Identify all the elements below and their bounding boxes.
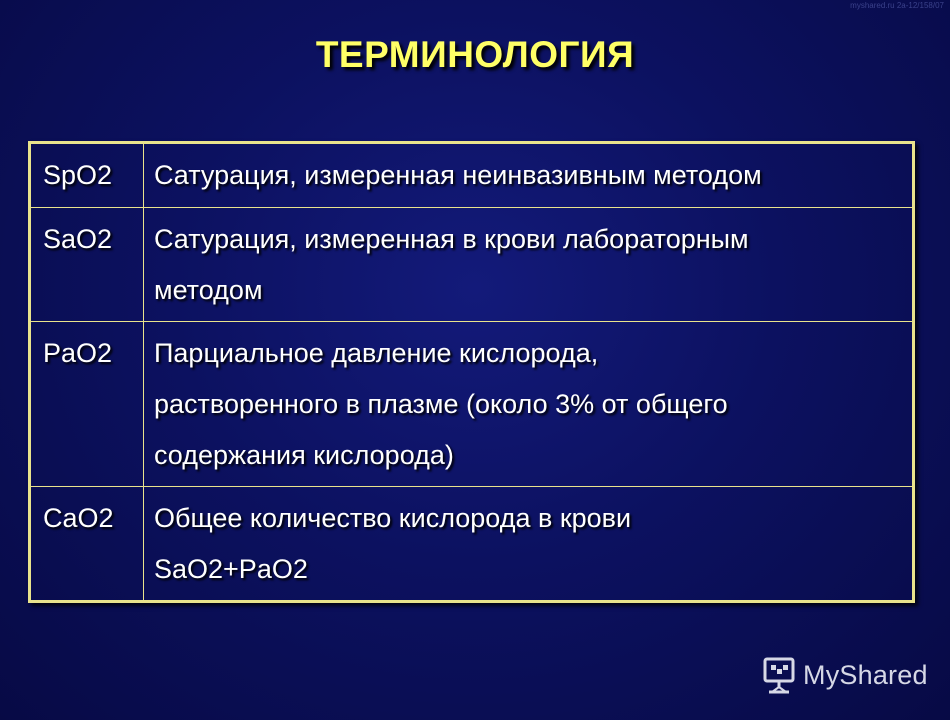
definition-cell — [144, 322, 914, 487]
myshared-logo — [763, 656, 928, 694]
presentation-board-icon — [763, 656, 795, 694]
term-cell: CaO2 — [30, 487, 144, 602]
definition-line: методом — [154, 275, 263, 305]
definition-cell — [144, 208, 914, 322]
slide-title: ТЕРМИНОЛОГИЯ — [315, 34, 635, 75]
logo-text: MyShared — [803, 659, 928, 690]
table-row — [30, 487, 914, 602]
definition-line: Сатурация, измеренная в крови лабораторным — [154, 224, 749, 254]
term-cell: SaO2 — [30, 208, 144, 322]
definition-line: содержания кислорода) — [154, 440, 454, 470]
definition-line: Общее количество кислорода в крови — [154, 503, 632, 533]
terminology-table — [28, 141, 915, 603]
definition-line: Сатурация, измеренная неинвазивным методом — [154, 160, 762, 190]
term-cell: PaO2 — [30, 322, 144, 487]
definition-line: Парциальное давление кислорода, — [154, 338, 599, 368]
table-row — [30, 143, 914, 208]
table-row — [30, 208, 914, 322]
definition-line: растворенного в плазме (около 3% от общего — [154, 389, 728, 419]
table-row — [30, 322, 914, 487]
watermark-text: myshared.ru 2a-12/158/07 — [850, 1, 944, 10]
term-cell: SpO2 — [30, 143, 144, 208]
definition-line: SaO2+PaO2 — [154, 554, 308, 584]
definition-cell — [144, 143, 914, 208]
definition-cell — [144, 487, 914, 602]
